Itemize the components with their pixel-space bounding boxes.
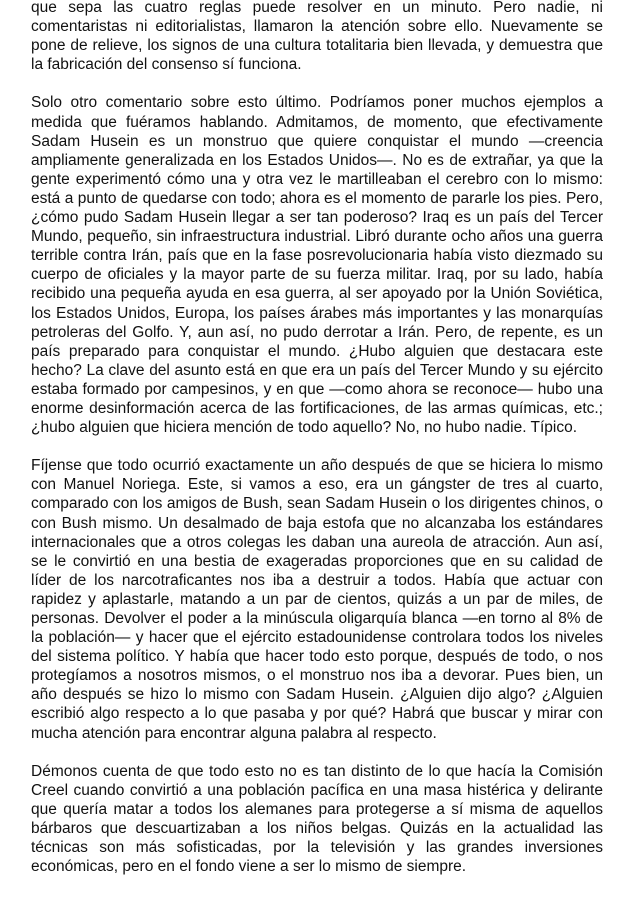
paragraph-2: Solo otro comentario sobre esto último. Podríamos poner muchos ejemplos a medida que fuéramos hablando. Admitamos, de momento, que efectivamente Sadam Husein es un monstruo que quiere conquistar el mundo —creencia ampliamente generalizada en los Estados Unidos—. No es de extrañar, ya que la gente experimentó cómo una y otra vez le martilleaban el cerebro con lo mismo: está a punto de quedarse con todo; ahora es el momento de pararle los pies. Pero, ¿cómo pudo Sadam Husein llegar a ser tan poderoso? Iraq es un país del Tercer Mundo, pequeño, sin infraestructura industrial. Libró durante ocho años una guerra terrible contra Irán, país que en la fase posrevolucionaria había visto diezmado su cuerpo de oficiales y la mayor parte de su fuerza militar. Iraq, por su lado, había recibido una pequeña ayuda en esa guerra, al ser apoyado por la Unión Soviética, los Estados Unidos, Europa, los países árabes más importantes y las monarquías petroleras del Golfo. Y, aun así, no pudo derrotar a Irán. Pero, de repente, es un país preparado para conquistar el mundo. ¿Hubo alguien que destacara este hecho? La clave del asunto está en que era un país del Tercer Mundo y su ejército estaba formado por campesinos, y en que —como ahora se reconoce— hubo una enorme desinformación acerca de las fortificaciones, de las armas químicas, etc.; ¿hubo alguien que hiciera mención de todo aquello? No, no hubo nadie. Típico. bbox=[31, 94, 603, 437]
paragraph-1: que sepa las cuatro reglas puede resolver en un minuto. Pero nadie, ni comentaristas ni editorialistas, llamaron la atención sobre ello. Nuevamente se pone de relieve, los signos de una cultura totalitaria bien llevada, y demuestra que la fabricación del consenso sí funciona. bbox=[31, 0, 603, 74]
document-page bbox=[31, 0, 603, 876]
paragraph-4: Démonos cuenta de que todo esto no es tan distinto de lo que hacía la Comisión Creel cuando convirtió a una población pacífica en una masa histérica y delirante que quería matar a todos los alemanes para protegerse a sí misma de aquellos bárbaros que descuartizaban a los niños belgas. Quizás en la actualidad las técnicas son más sofisticadas, por la televisión y las grandes inversiones económicas, pero en el fondo viene a ser lo mismo de siempre. bbox=[31, 762, 603, 876]
paragraph-3: Fíjense que todo ocurrió exactamente un año después de que se hiciera lo mismo con Manuel Noriega. Este, si vamos a eso, era un gángster de tres al cuarto, comparado con los amigos de Bush, sean Sadam Husein o los dirigentes chinos, o con Bush mismo. Un desalmado de baja estofa que no alcanzaba los estándares internacionales que a otros colegas les daban una aureola de atracción. Aun así, se le convirtió en una bestia de exageradas proporciones que en su calidad de líder de los narcotraficantes nos iba a destruir a todos. Había que actuar con rapidez y aplastarle, matando a un par de cientos, quizás a un par de miles, de personas. Devolver el poder a la minúscula oligarquía blanca —en torno al 8% de la población— y hacer que el ejército estadounidense controlara todos los niveles del sistema político. Y había que hacer todo esto porque, después de todo, o nos protegíamos a nosotros mismos, o el monstruo nos iba a devorar. Pues bien, un año después se hizo lo mismo con Sadam Husein. ¿Alguien dijo algo? ¿Alguien escribió algo respecto a lo que pasaba y por qué? Habrá que buscar y mirar con mucha atención para encontrar alguna palabra al respecto. bbox=[31, 457, 603, 742]
